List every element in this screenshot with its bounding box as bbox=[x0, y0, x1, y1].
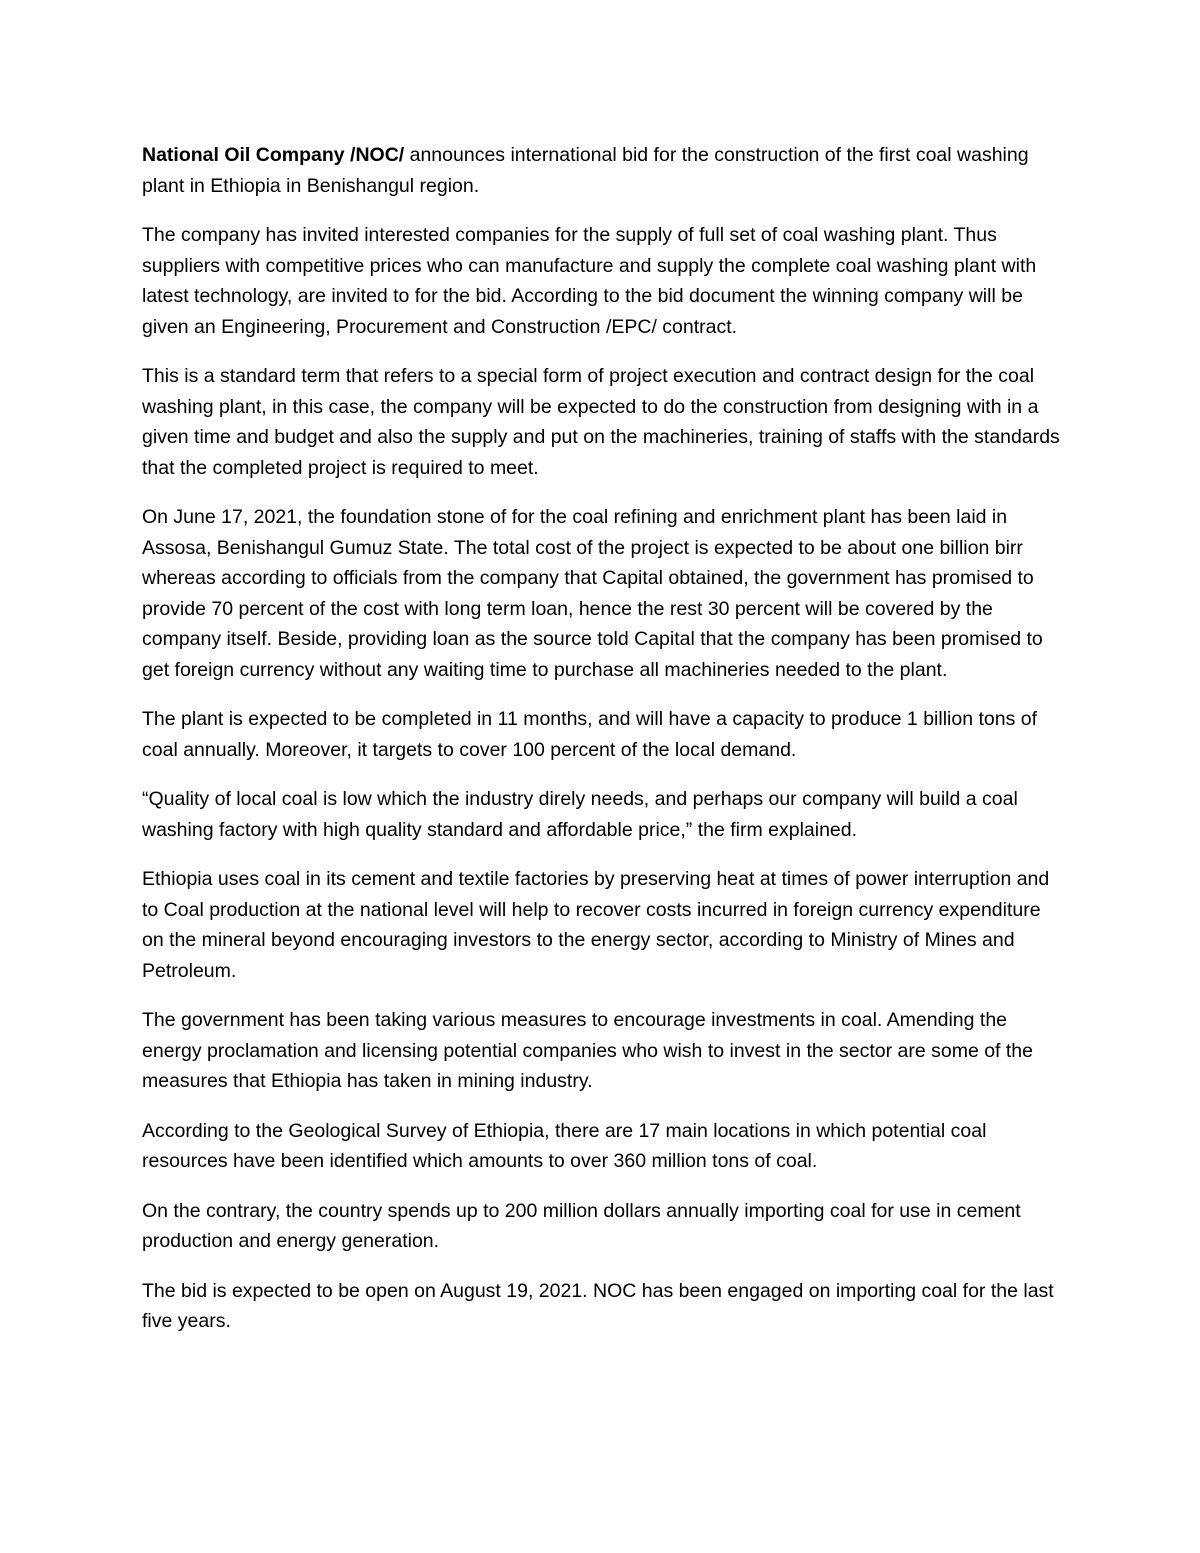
paragraph-quote: “Quality of local coal is low which the industry direly needs, and perhaps our company will build a coal washing factory with high quality standard and affordable price,” the firm explained. bbox=[142, 788, 1018, 841]
paragraph-foundation-stone: On June 17, 2021, the foundation stone of for the coal refining and enrichment plant has been laid in Assosa, Benishangul Gumuz State. The total cost of the project is expected to be about one billion birr whereas according to officials from the company that Capital obtained, the government has promised to provide 70 percent of the cost with long term loan, hence the rest 30 percent will be covered by the company itself. Beside, providing loan as the source told Capital that the company has been promised to get foreign currency without any waiting time to purchase all machineries needed to the plant. bbox=[142, 506, 1043, 681]
lead-rest-text: announces international bid for the construction of the first coal washing plant in Ethiopia in Benishangul region. bbox=[142, 144, 1029, 197]
paragraph-bid-opening: The bid is expected to be open on August 19, 2021. NOC has been engaged on importing coal for the last five years. bbox=[142, 1279, 1054, 1332]
paragraph-geological-survey: According to the Geological Survey of Ethiopia, there are 17 main locations in which potential coal resources have been identified which amounts to over 360 million tons of coal. bbox=[142, 1119, 987, 1172]
paragraph-coal-use: Ethiopia uses coal in its cement and textile factories by preserving heat at times of power interruption and to Coal production at the national level will help to recover costs incurred in foreign currency expenditure on the mineral beyond encouraging investors to the energy sector, according to Ministry of Mines and Petroleum. bbox=[142, 868, 1050, 982]
paragraph-epc-definition: This is a standard term that refers to a special form of project execution and contract design for the coal washing plant, in this case, the company will be expected to do the construction from designing with in a given time and budget and also the supply and put on the machineries, training of staffs with the standards that the completed project is required to meet. bbox=[142, 365, 1060, 479]
paragraph-government-measures: The government has been taking various measures to encourage investments in coal. Amending the energy proclamation and licensing potential companies who wish to invest in the sector are some of the measures that Ethiopia has taken in mining industry. bbox=[142, 1009, 1033, 1092]
lead-bold-text: National Oil Company /NOC/ bbox=[142, 144, 405, 166]
paragraph-import-spending: On the contrary, the country spends up to 200 million dollars annually importing coal for use in cement production and energy generation. bbox=[142, 1199, 1021, 1252]
paragraph-plant-capacity: The plant is expected to be completed in 11 months, and will have a capacity to produce 1 billion tons of coal annually. Moreover, it targets to cover 100 percent of the local demand. bbox=[142, 708, 1038, 761]
lead-paragraph bbox=[142, 140, 1062, 201]
paragraph-bid-invitation: The company has invited interested companies for the supply of full set of coal washing plant. Thus suppliers with competitive prices who can manufacture and supply the complete coal washing plant with latest technology, are invited to for the bid. According to the bid document the winning company will be given an Engineering, Procurement and Construction /EPC/ contract. bbox=[142, 224, 1037, 338]
